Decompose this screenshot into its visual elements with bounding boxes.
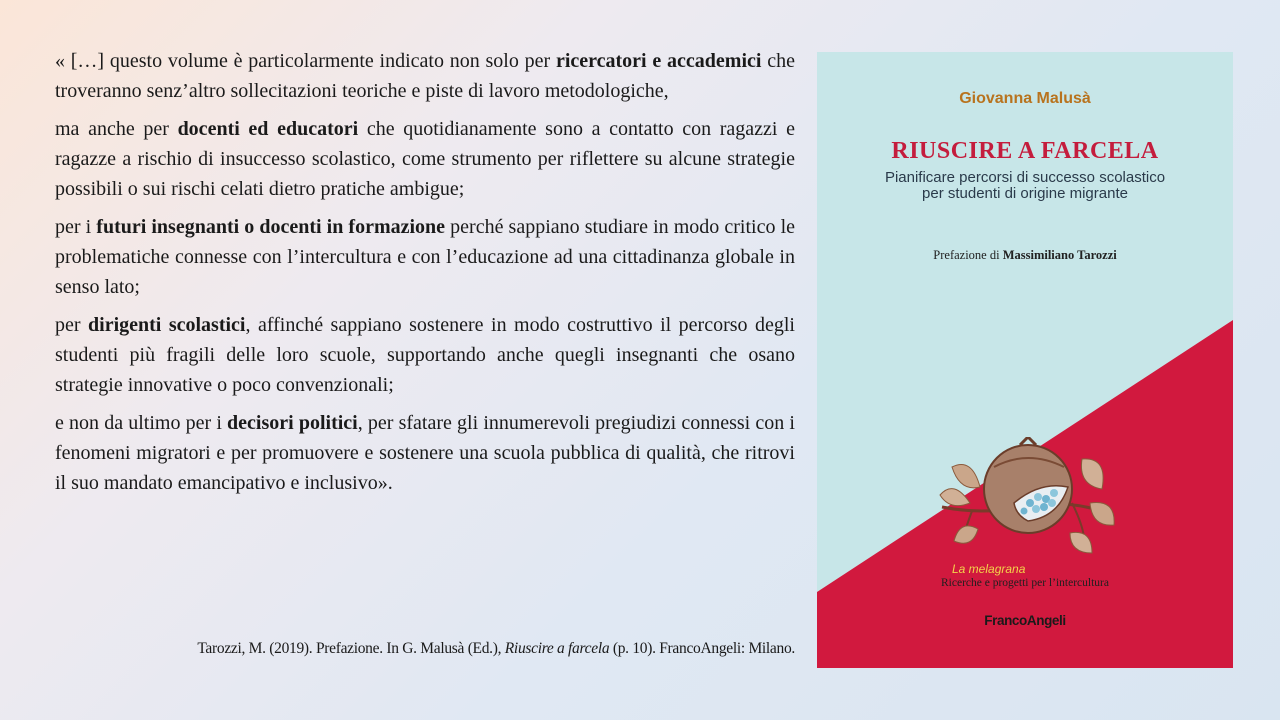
quote-paragraph-teachers: ma anche per docenti ed educatori che quotidianamente sono a contatto con ragazzi e ragazze a rischio di insuccesso scolastico, come strumento per riflettere su alcune strategie possibili o sui rischi celati dietro pratiche ambigue; — [55, 118, 796, 200]
cover-series-name: La melagrana — [952, 562, 1026, 576]
cover-publisher-logo: FrancoAngeli — [984, 613, 1066, 628]
quote-paragraph-researchers: « […] questo volume è particolarmente indicato non solo per ricercatori e accademici che troveranno senz’altro sollecitazioni teoriche e piste di lavoro metodologiche, — [55, 50, 795, 102]
highlight-future-teachers: futuri insegnanti o docenti in formazione — [96, 216, 446, 238]
cover-title: RIUSCIRE A FARCELA — [891, 138, 1159, 164]
quote-paragraph-future-teachers: per i futuri insegnanti o docenti in formazione perché sappiano studiare in modo critico le problematiche connesse con l’intercultura e con l’educazione ad una cittadinanza globale in senso lato; — [55, 216, 796, 298]
cover-subtitle: Pianificare percorsi di successo scolastico per studenti di origine migrante — [884, 169, 1166, 202]
quote-text — [55, 46, 795, 506]
pomegranate-icon — [932, 437, 1122, 557]
quote-paragraph-policymakers: e non da ultimo per i decisori politici, per sfatare gli innumerevoli pregiudizi connessi con i fenomeni migratori e per promuovere e sostenere una scuola pubblica di qualità, che ritrovi il suo mandato emancipativo e inclusivo». — [55, 412, 795, 494]
cover-author: Giovanna Malusà — [959, 90, 1091, 107]
highlight-teachers: docenti ed educatori — [177, 118, 359, 140]
citation-book-title: Riuscire a farcela — [504, 640, 610, 657]
highlight-principals: dirigenti scolastici — [88, 314, 246, 336]
cover-preface: Prefazione di Massimiliano Tarozzi — [933, 248, 1117, 262]
cover-series-subtitle: Ricerche e progetti per l’intercultura — [941, 577, 1109, 589]
highlight-policymakers: decisori politici — [227, 412, 358, 434]
book-cover — [817, 52, 1233, 668]
citation: Tarozzi, M. (2019). Prefazione. In G. Malusà (Ed.), Riuscire a farcela (p. 10). FrancoAngeli: Milano. — [197, 640, 795, 657]
quote-paragraph-principals: per dirigenti scolastici, affinché sappiano sostenere in modo costruttivo il percorso degli studenti più fragili delle loro scuole, supportando anche quegli insegnanti che osano strategie innovative o poco convenzionali; — [55, 314, 795, 396]
highlight-researchers: ricercatori e accademici — [555, 50, 762, 72]
